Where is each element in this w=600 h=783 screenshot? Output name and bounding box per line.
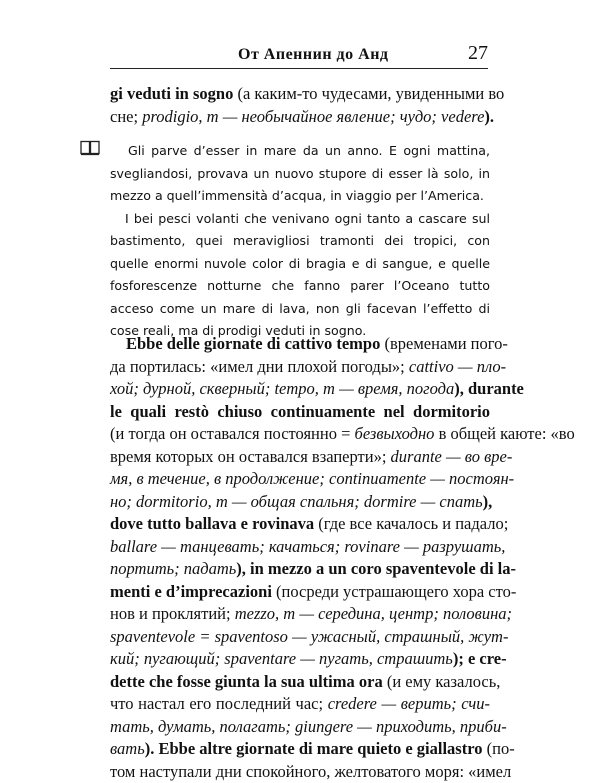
text-line: кий; пугающий; spaventare — пугать, страшить); e cre-: [110, 648, 490, 671]
text-line: том наступали дни спокойного, желтоватого моря: «имел: [110, 761, 490, 783]
text-line: что настал его последний час; credere — верить; счи-: [110, 693, 490, 716]
running-title: От Апеннин до Анд: [238, 46, 389, 64]
text-line: нов и проклятий; mezzo, m — середина, центр; половина;: [110, 603, 490, 626]
text-line: портить; падать), in mezzo a un coro spaventevole di la-: [110, 558, 490, 581]
italian-passage: [110, 140, 490, 343]
text-line: мя, в течение, в продолжение; continuamente — постоян-: [110, 468, 490, 491]
page-number: 27: [468, 42, 488, 65]
text-line: le quali restò chiuso continuamente nel dormitorio: [110, 401, 490, 424]
passage-paragraph-2: I bei pesci volanti che venivano ogni tanto a cascare sul bastimento, quei meravigliosi tramonti dei tropici, con quelle enormi nuvole color di bragia e di sangue, e quelle fosforescenze notturne che fanno parer l’Oceano tutto acceso come un mare di lava, non gli facevan l’effetto di cose reali, ma di prodigi veduti in sogno.: [110, 208, 490, 343]
text-line: (и тогда он оставался постоянно = безвыходно в общей каюте: «во: [110, 423, 490, 446]
commentary-paragraph: [110, 333, 490, 783]
running-header: [110, 40, 488, 69]
text-line: хой; дурной, скверный; tempo, m — время, погода), durante: [110, 378, 490, 401]
text-line: gi veduti in sogno (а каким-то чудесами, увиденными во: [110, 83, 490, 106]
text-line: Ebbe delle giornate di cattivo tempo (временами пого-: [110, 333, 490, 356]
text-line: dette che fosse giunta la sua ultima ora (и ему казалось,: [110, 671, 490, 694]
text-line: но; dormitorio, m — общая спальня; dormire — спать),: [110, 491, 490, 514]
text-line: сне; prodigio, m — необычайное явление; чудо; vedere).: [110, 106, 490, 129]
text-line: menti e d’imprecazioni (посреди устрашающего хора сто-: [110, 581, 490, 604]
passage-paragraph-1: Gli parve d’esser in mare da un anno. E ogni mattina, svegliandosi, provava un nuovo stupore di esser là solo, in mezzo a quell’immensità d’acqua, in viaggio per l’America.: [110, 140, 490, 208]
text-line: тать, думать, полагать; giungere — приходить, приби-: [110, 716, 490, 739]
carryover-commentary: [110, 83, 490, 128]
text-line: время которых он оставался взаперти»; durante — во вре-: [110, 446, 490, 469]
text-line: вать). Ebbe altre giornate di mare quieto e giallastro (по-: [110, 738, 490, 761]
open-book-icon: [80, 140, 100, 156]
text-line: spaventevole = spaventoso — ужасный, страшный, жут-: [110, 626, 490, 649]
text-line: dove tutto ballava e rovinava (где все качалось и падало;: [110, 513, 490, 536]
text-line: да портилась: «имел дни плохой погоды»; cattivo — пло-: [110, 356, 490, 379]
text-line: ballare — танцевать; качаться; rovinare — разрушать,: [110, 536, 490, 559]
